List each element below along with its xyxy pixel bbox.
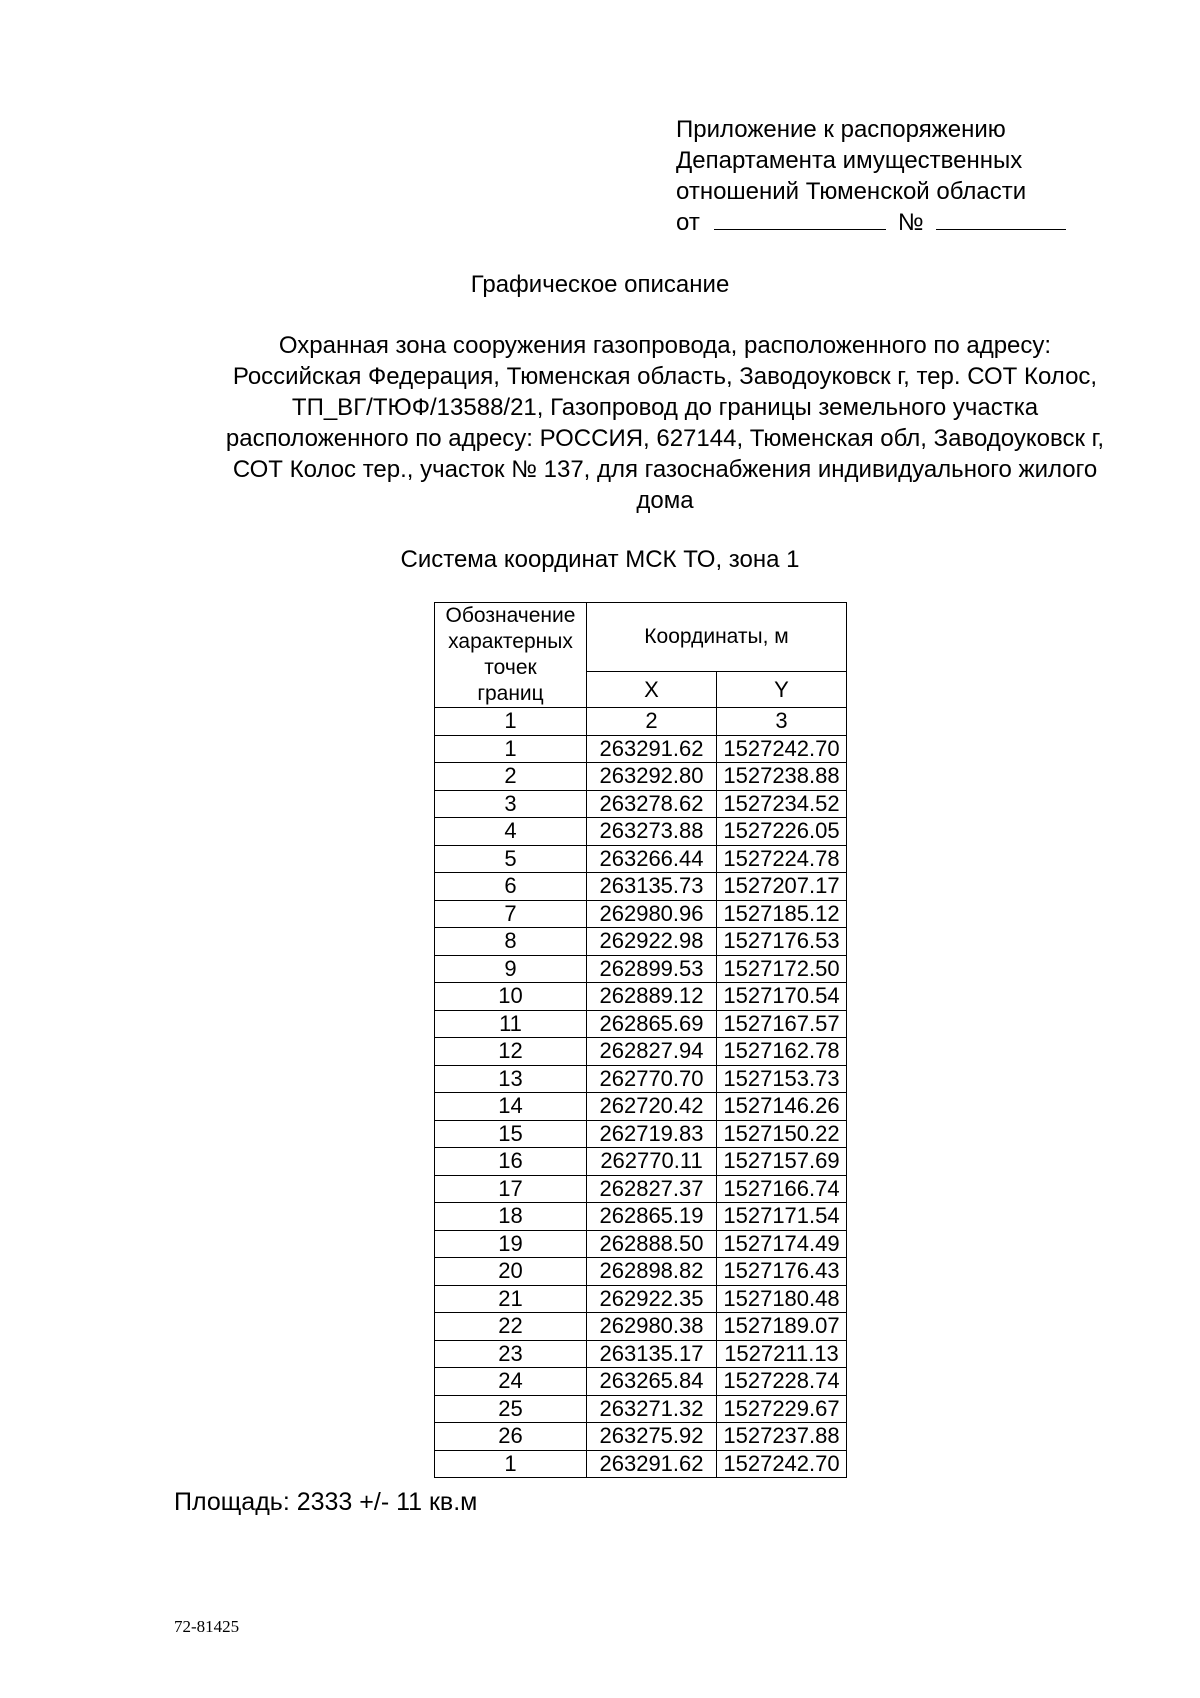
x-cell: 262980.96 bbox=[587, 900, 717, 928]
point-cell: 8 bbox=[435, 928, 587, 956]
table-row bbox=[435, 900, 847, 928]
table-row bbox=[435, 1148, 847, 1176]
description-line-6: дома bbox=[636, 487, 694, 514]
document-title: Графическое описание bbox=[470, 271, 730, 298]
description-line-4: расположенного по адресу: РОССИЯ, 627144, Тюменская обл, Заводоуковск г, bbox=[225, 425, 1105, 452]
point-cell: 7 bbox=[435, 900, 587, 928]
point-cell: 23 bbox=[435, 1340, 587, 1368]
table-row bbox=[435, 1258, 847, 1286]
y-cell: 1527176.43 bbox=[717, 1258, 847, 1286]
point-cell: 9 bbox=[435, 955, 587, 983]
point-cell: 15 bbox=[435, 1120, 587, 1148]
point-cell: 5 bbox=[435, 845, 587, 873]
point-cell: 19 bbox=[435, 1230, 587, 1258]
appendix-block bbox=[676, 114, 1156, 238]
table-row bbox=[435, 1175, 847, 1203]
y-cell: 1527211.13 bbox=[717, 1340, 847, 1368]
y-cell: 1527174.49 bbox=[717, 1230, 847, 1258]
x-cell: 263135.73 bbox=[587, 873, 717, 901]
x-cell: 262720.42 bbox=[587, 1093, 717, 1121]
table-row bbox=[435, 1395, 847, 1423]
y-cell: 1527229.67 bbox=[717, 1395, 847, 1423]
table-row bbox=[435, 1093, 847, 1121]
description-line-2: Российская Федерация, Тюменская область, Заводоуковск г, тер. СОТ Колос, bbox=[232, 363, 1098, 390]
y-cell: 1527242.70 bbox=[717, 1450, 847, 1478]
y-cell: 1527224.78 bbox=[717, 845, 847, 873]
point-cell: 21 bbox=[435, 1285, 587, 1313]
table-row bbox=[435, 928, 847, 956]
y-cell: 1527237.88 bbox=[717, 1423, 847, 1451]
table-row bbox=[435, 1230, 847, 1258]
y-cell: 1527146.26 bbox=[717, 1093, 847, 1121]
y-cell: 1527185.12 bbox=[717, 900, 847, 928]
x-cell: 262899.53 bbox=[587, 955, 717, 983]
y-cell: 1527238.88 bbox=[717, 763, 847, 791]
description-line-1: Охранная зона сооружения газопровода, расположенного по адресу: bbox=[278, 332, 1052, 359]
from-label: от bbox=[676, 209, 700, 236]
y-cell: 1527153.73 bbox=[717, 1065, 847, 1093]
x-cell: 262827.94 bbox=[587, 1038, 717, 1066]
description-line-3: ТП_ВГ/ТЮФ/13588/21, Газопровод до границы земельного участка bbox=[291, 394, 1039, 421]
table-row bbox=[435, 873, 847, 901]
table-row bbox=[435, 818, 847, 846]
x-cell: 262865.69 bbox=[587, 1010, 717, 1038]
point-cell: 4 bbox=[435, 818, 587, 846]
y-cell: 1527172.50 bbox=[717, 955, 847, 983]
table-row bbox=[435, 1368, 847, 1396]
point-cell: 1 bbox=[435, 1450, 587, 1478]
point-cell: 11 bbox=[435, 1010, 587, 1038]
y-cell: 1527166.74 bbox=[717, 1175, 847, 1203]
x-cell: 263292.80 bbox=[587, 763, 717, 791]
number-label: № bbox=[897, 209, 924, 236]
point-cell: 10 bbox=[435, 983, 587, 1011]
table-row bbox=[435, 1285, 847, 1313]
x-cell: 263291.62 bbox=[587, 1450, 717, 1478]
table-row bbox=[435, 1313, 847, 1341]
table-row bbox=[435, 1340, 847, 1368]
point-cell: 26 bbox=[435, 1423, 587, 1451]
x-cell: 263275.92 bbox=[587, 1423, 717, 1451]
x-cell: 262980.38 bbox=[587, 1313, 717, 1341]
x-cell: 262922.35 bbox=[587, 1285, 717, 1313]
table-row bbox=[435, 1120, 847, 1148]
table-row bbox=[435, 763, 847, 791]
header-x: X bbox=[587, 672, 717, 708]
column-number-3: 3 bbox=[717, 708, 847, 736]
x-cell: 262719.83 bbox=[587, 1120, 717, 1148]
point-cell: 25 bbox=[435, 1395, 587, 1423]
appendix-line-3: отношений Тюменской области bbox=[676, 178, 1027, 205]
y-cell: 1527189.07 bbox=[717, 1313, 847, 1341]
x-cell: 262770.70 bbox=[587, 1065, 717, 1093]
point-cell: 20 bbox=[435, 1258, 587, 1286]
y-cell: 1527157.69 bbox=[717, 1148, 847, 1176]
x-cell: 263278.62 bbox=[587, 790, 717, 818]
x-cell: 263135.17 bbox=[587, 1340, 717, 1368]
appendix-line-2: Департамента имущественных bbox=[676, 147, 1023, 174]
header-coordinates: Координаты, м bbox=[587, 603, 847, 672]
header-y: Y bbox=[717, 672, 847, 708]
date-blank bbox=[714, 207, 886, 230]
y-cell: 1527171.54 bbox=[717, 1203, 847, 1231]
x-cell: 262770.11 bbox=[587, 1148, 717, 1176]
table-row bbox=[435, 1423, 847, 1451]
description-block bbox=[170, 330, 1160, 516]
appendix-date-number-line bbox=[676, 207, 1156, 238]
table-row bbox=[435, 1010, 847, 1038]
x-cell: 263273.88 bbox=[587, 818, 717, 846]
x-cell: 262898.82 bbox=[587, 1258, 717, 1286]
table-row bbox=[435, 790, 847, 818]
table-header-row bbox=[435, 603, 847, 672]
y-cell: 1527242.70 bbox=[717, 735, 847, 763]
x-cell: 262922.98 bbox=[587, 928, 717, 956]
point-cell: 13 bbox=[435, 1065, 587, 1093]
table-row bbox=[435, 1038, 847, 1066]
y-cell: 1527162.78 bbox=[717, 1038, 847, 1066]
header-points: Обозначение характерных точек границ bbox=[435, 603, 587, 708]
table-row bbox=[435, 983, 847, 1011]
table-row bbox=[435, 955, 847, 983]
point-cell: 3 bbox=[435, 790, 587, 818]
table-row bbox=[435, 735, 847, 763]
x-cell: 262827.37 bbox=[587, 1175, 717, 1203]
x-cell: 262888.50 bbox=[587, 1230, 717, 1258]
x-cell: 263291.62 bbox=[587, 735, 717, 763]
point-cell: 6 bbox=[435, 873, 587, 901]
point-cell: 2 bbox=[435, 763, 587, 791]
area-label: Площадь: 2333 +/- 11 кв.м bbox=[174, 1488, 478, 1516]
point-cell: 1 bbox=[435, 735, 587, 763]
table-row bbox=[435, 1450, 847, 1478]
y-cell: 1527226.05 bbox=[717, 818, 847, 846]
table-row bbox=[435, 1065, 847, 1093]
x-cell: 263271.32 bbox=[587, 1395, 717, 1423]
column-number-2: 2 bbox=[587, 708, 717, 736]
x-cell: 263266.44 bbox=[587, 845, 717, 873]
y-cell: 1527228.74 bbox=[717, 1368, 847, 1396]
coordinate-system-label: Система координат МСК ТО, зона 1 bbox=[400, 546, 800, 573]
table-row bbox=[435, 1203, 847, 1231]
appendix-line-1: Приложение к распоряжению bbox=[676, 116, 1006, 143]
point-cell: 14 bbox=[435, 1093, 587, 1121]
y-cell: 1527176.53 bbox=[717, 928, 847, 956]
column-number-1: 1 bbox=[435, 708, 587, 736]
table-row bbox=[435, 845, 847, 873]
point-cell: 12 bbox=[435, 1038, 587, 1066]
coordinates-table bbox=[434, 602, 847, 1478]
y-cell: 1527234.52 bbox=[717, 790, 847, 818]
x-cell: 263265.84 bbox=[587, 1368, 717, 1396]
description-line-5: СОТ Колос тер., участок № 137, для газоснабжения индивидуального жилого bbox=[232, 456, 1098, 483]
point-cell: 16 bbox=[435, 1148, 587, 1176]
point-cell: 18 bbox=[435, 1203, 587, 1231]
y-cell: 1527167.57 bbox=[717, 1010, 847, 1038]
document-id: 72-81425 bbox=[174, 1617, 240, 1636]
point-cell: 22 bbox=[435, 1313, 587, 1341]
number-blank bbox=[936, 207, 1066, 230]
point-cell: 17 bbox=[435, 1175, 587, 1203]
x-cell: 262889.12 bbox=[587, 983, 717, 1011]
y-cell: 1527180.48 bbox=[717, 1285, 847, 1313]
table-column-number-row bbox=[435, 708, 847, 736]
y-cell: 1527170.54 bbox=[717, 983, 847, 1011]
point-cell: 24 bbox=[435, 1368, 587, 1396]
y-cell: 1527150.22 bbox=[717, 1120, 847, 1148]
y-cell: 1527207.17 bbox=[717, 873, 847, 901]
x-cell: 262865.19 bbox=[587, 1203, 717, 1231]
